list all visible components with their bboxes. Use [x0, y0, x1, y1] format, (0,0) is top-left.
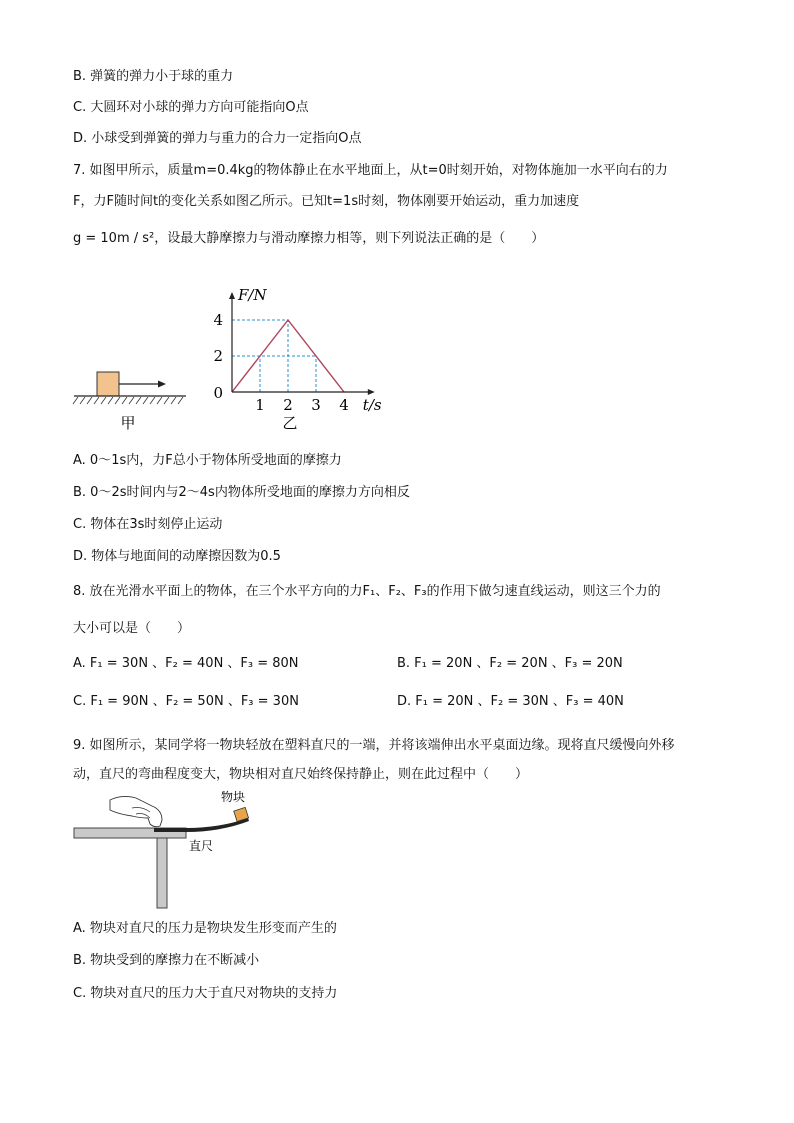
figure-ruler-table — [70, 788, 270, 913]
q7-option-d: D. 物体与地面间的动摩擦因数为0.5 — [73, 549, 281, 564]
q7-stem-line2: F，力F随时间t的变化关系如图乙所示。已知t=1s时刻，物体刚要开始运动，重力加速度 — [73, 194, 580, 209]
x-tick-labels — [255, 396, 349, 414]
figure-yi-chart — [210, 265, 400, 435]
q7-option-b: B. 0～2s时间内与2～4s内物体所受地面的摩擦力方向相反 — [73, 485, 410, 500]
figure-jia — [70, 360, 192, 438]
hand-icon — [110, 796, 162, 826]
q7-stem-line1: 7. 如图甲所示，质量m=0.4kg的物体静止在水平地面上，从t=0时刻开始，对物体施加一水平向右的力 — [73, 163, 668, 178]
q8-option-a: A. F₁ = 30N 、F₂ = 40N 、F₃ = 80N — [73, 656, 299, 671]
q8-option-c: C. F₁ = 90N 、F₂ = 50N 、F₃ = 30N — [73, 694, 299, 709]
q7-option-c: C. 物体在3s时刻停止运动 — [73, 517, 223, 532]
q9-option-c: C. 物块对直尺的压力大于直尺对物块的支持力 — [73, 986, 338, 1001]
q6-option-b: B. 弹簧的弹力小于球的重力 — [73, 69, 234, 84]
q7-option-a: A. 0～1s内，力F总小于物体所受地面的摩擦力 — [73, 453, 342, 468]
ruler — [154, 818, 249, 832]
x-tick-label-3: 3 — [311, 396, 321, 414]
guide-lines — [232, 320, 316, 392]
x-tick-label-1: 1 — [255, 396, 265, 414]
y-tick-labels — [213, 311, 223, 402]
ground-hatching — [73, 397, 183, 404]
q8-option-d: D. F₁ = 20N 、F₂ = 30N 、F₃ = 40N — [397, 694, 624, 709]
label-ruler: 直尺 — [188, 839, 214, 853]
table-leg — [157, 838, 167, 908]
y-tick-label-0: 0 — [213, 384, 223, 402]
q9-option-b: B. 物块受到的摩擦力在不断减小 — [73, 953, 260, 968]
q8-stem-line2: 大小可以是（ ） — [73, 621, 191, 636]
q9-option-a: A. 物块对直尺的压力是物块发生形变而产生的 — [73, 921, 337, 936]
y-tick-label-2: 2 — [213, 347, 223, 365]
q6-option-d: D. 小球受到弹簧的弹力与重力的合力一定指向O点 — [73, 131, 362, 146]
q8-stem-line1: 8. 放在光滑水平面上的物体，在三个水平方向的力F₁、F₂、F₃的作用下做匀速直线运动，则这三个力的 — [73, 584, 661, 599]
figure-yi-caption: 乙 — [282, 414, 298, 432]
block — [97, 372, 119, 396]
q7-stem-line3: g = 10m / s²，设最大静摩擦力与滑动摩擦力相等，则下列说法正确的是（ ） — [73, 231, 545, 246]
q6-option-c: C. 大圆环对小球的弹力方向可能指向O点 — [73, 100, 309, 115]
force-arrowhead — [158, 381, 166, 388]
x-axis-label: t/s — [362, 396, 382, 414]
label-block: 物块 — [220, 790, 246, 804]
y-tick-label-4: 4 — [213, 311, 223, 329]
q8-option-b: B. F₁ = 20N 、F₂ = 20N 、F₃ = 20N — [397, 656, 623, 671]
x-tick-label-2: 2 — [283, 396, 293, 414]
q9-stem-line2: 动，直尺的弯曲程度变大，物块相对直尺始终保持静止，则在此过程中（ ） — [73, 767, 529, 782]
x-axis-arrow — [368, 389, 375, 395]
y-axis-arrow — [229, 292, 235, 299]
x-tick-label-4: 4 — [339, 396, 349, 414]
q9-stem-line1: 9. 如图所示，某同学将一物块轻放在塑料直尺的一端，并将该端伸出水平桌面边缘。现将直尺缓慢向外移 — [73, 738, 675, 753]
y-axis-label: F/N — [238, 286, 267, 304]
figure-jia-caption: 甲 — [120, 414, 136, 432]
